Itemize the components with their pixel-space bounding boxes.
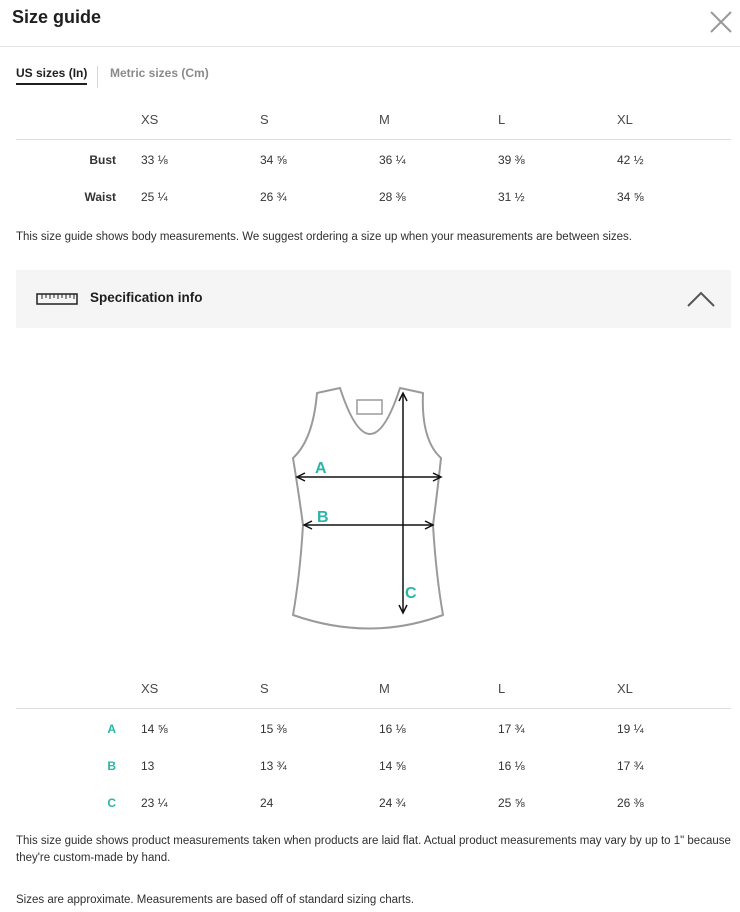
row-label-a: A bbox=[107, 722, 116, 736]
table-cell: 26 ⅜ bbox=[617, 796, 644, 810]
size-header-xl: XL bbox=[617, 112, 633, 127]
table-row bbox=[16, 177, 731, 214]
size-header-s: S bbox=[260, 681, 269, 696]
tab-metric-sizes[interactable]: Metric sizes (Cm) bbox=[110, 66, 209, 80]
size-header-xl: XL bbox=[617, 681, 633, 696]
table-cell: 36 ¼ bbox=[379, 153, 406, 167]
table-cell: 17 ¾ bbox=[617, 759, 644, 773]
body-size-table bbox=[16, 100, 731, 214]
tab-divider bbox=[97, 66, 98, 88]
table-cell: 15 ⅜ bbox=[260, 722, 287, 736]
table-cell: 13 ¾ bbox=[260, 759, 287, 773]
table-cell: 34 ⅝ bbox=[617, 190, 644, 204]
product-size-table bbox=[16, 669, 731, 820]
diagram-label-c: C bbox=[405, 585, 417, 602]
ruler-icon bbox=[36, 292, 78, 310]
table-cell: 16 ⅛ bbox=[498, 759, 525, 773]
table-cell: 39 ⅜ bbox=[498, 153, 525, 167]
close-icon[interactable] bbox=[707, 8, 735, 36]
garment-outline bbox=[293, 388, 443, 629]
table-cell: 16 ⅛ bbox=[379, 722, 406, 736]
size-header-xs: XS bbox=[141, 681, 159, 696]
size-header-m: M bbox=[379, 112, 390, 127]
table-cell: 23 ¼ bbox=[141, 796, 168, 810]
modal-title: Size guide bbox=[12, 7, 102, 27]
table-row bbox=[16, 746, 731, 783]
table-cell: 14 ⅝ bbox=[379, 759, 406, 773]
modal-header bbox=[0, 0, 740, 47]
approximate-sizes-note: Sizes are approximate. Measurements are based off of standard sizing charts. bbox=[16, 894, 415, 906]
table-cell: 17 ¾ bbox=[498, 722, 525, 736]
spec-info-title: Specification info bbox=[90, 290, 203, 305]
table-cell: 19 ¼ bbox=[617, 722, 644, 736]
row-label-b: B bbox=[107, 759, 116, 773]
product-measurement-note: This size guide shows product measurements taken when products are laid flat. Actual product measurements may vary by up to 1" because they're custom-made by hand. bbox=[16, 835, 731, 864]
table-header bbox=[16, 669, 731, 709]
table-header bbox=[16, 100, 731, 140]
specification-info-toggle[interactable] bbox=[16, 270, 731, 328]
table-cell: 26 ¾ bbox=[260, 190, 287, 204]
tank-top-diagram bbox=[285, 380, 455, 645]
tab-us-sizes[interactable]: US sizes (In) bbox=[16, 66, 87, 85]
table-row bbox=[16, 709, 731, 746]
table-cell: 24 ¾ bbox=[379, 796, 406, 810]
size-header-l: L bbox=[498, 112, 506, 127]
size-header-l: L bbox=[498, 681, 506, 696]
size-header-m: M bbox=[379, 681, 390, 696]
table-row bbox=[16, 783, 731, 820]
table-cell: 13 bbox=[141, 759, 155, 773]
table-cell: 25 ⅝ bbox=[498, 796, 525, 810]
table-cell: 14 ⅝ bbox=[141, 722, 168, 736]
neck-label-shape bbox=[357, 400, 382, 414]
body-measurement-note: This size guide shows body measurements. We suggest ordering a size up when your measurements are between sizes. bbox=[16, 231, 632, 243]
table-row bbox=[16, 140, 731, 177]
diagram-label-a: A bbox=[315, 460, 327, 477]
table-cell: 33 ⅛ bbox=[141, 153, 168, 167]
row-label-c: C bbox=[107, 796, 116, 810]
diagram-label-b: B bbox=[317, 509, 329, 526]
table-cell: 31 ½ bbox=[498, 190, 525, 204]
table-cell: 25 ¼ bbox=[141, 190, 168, 204]
table-cell: 34 ⅝ bbox=[260, 153, 287, 167]
chevron-up-icon[interactable] bbox=[686, 290, 716, 313]
row-label-waist: Waist bbox=[84, 190, 116, 204]
table-cell: 28 ⅜ bbox=[379, 190, 406, 204]
table-cell: 42 ½ bbox=[617, 153, 644, 167]
size-header-s: S bbox=[260, 112, 269, 127]
table-cell: 24 bbox=[260, 796, 274, 810]
row-label-bust: Bust bbox=[89, 153, 116, 167]
size-header-xs: XS bbox=[141, 112, 159, 127]
